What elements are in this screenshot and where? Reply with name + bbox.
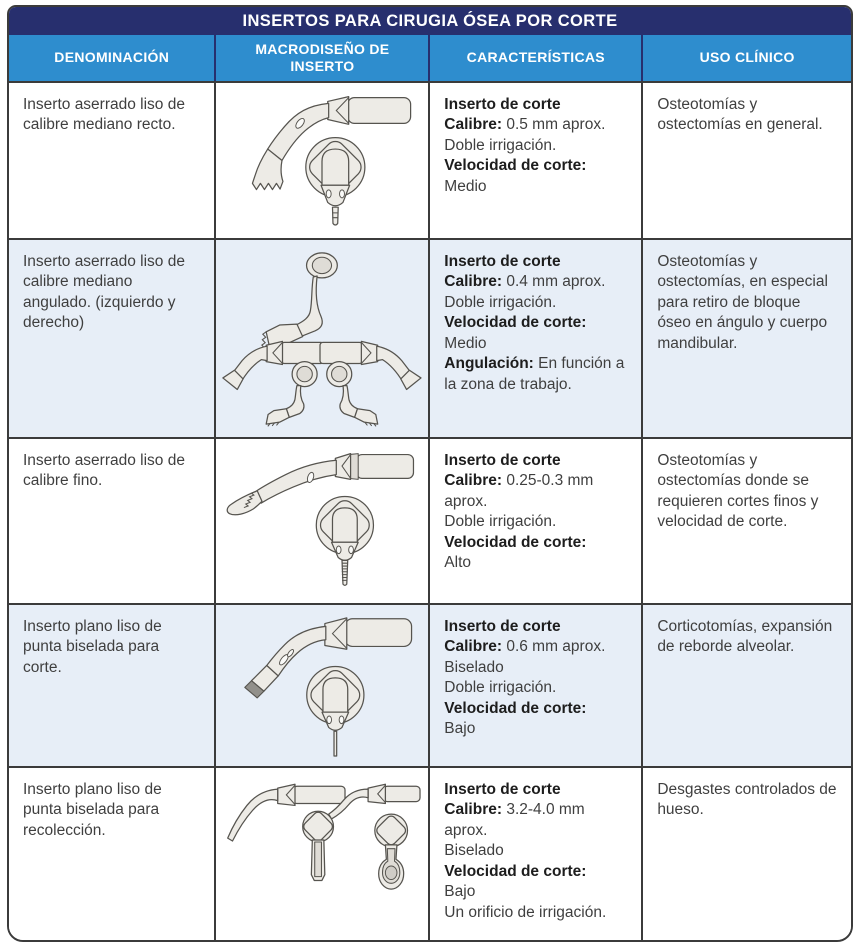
- column-header-denominacion: DENOMINACIÓN: [54, 49, 170, 66]
- caracteristica-line: Velocidad de corte:: [444, 533, 587, 551]
- caracteristica-line: Inserto de corte: [444, 618, 561, 635]
- column-header-macrodiseno: MACRODISEÑO DE INSERTO: [214, 35, 428, 81]
- angled-serrated-insert-diagram-icon: [220, 246, 424, 431]
- macrodiseno-cell: [214, 766, 428, 940]
- denominacion-cell: Inserto aserrado liso de calibre mediano angulado. (izquierdo y derecho): [9, 238, 214, 437]
- uso-clinico-cell: Osteotomías y ostectomías en general.: [641, 81, 851, 238]
- uso-clinico-cell: Desgastes controlados de hueso.: [641, 766, 851, 940]
- caracteristica-line: Un orificio de irrigación.: [444, 903, 607, 921]
- caracteristica-line: Alto: [444, 554, 472, 572]
- flat-beveled-cutting-insert-diagram-icon: [221, 611, 423, 760]
- column-header-caracteristicas: CARACTERÍSTICAS: [428, 35, 641, 81]
- denominacion-cell: Inserto aserrado liso de calibre fino.: [9, 437, 214, 603]
- caracteristicas-cell: [428, 603, 641, 766]
- caracteristica-line: Calibre: 0.6 mm aprox.: [444, 638, 606, 656]
- uso-clinico-cell: Osteotomías y ostectomías, en especial para retiro de bloque óseo en ángulo y cuerpo mandibular.: [641, 238, 851, 437]
- caracteristicas-cell: [428, 81, 641, 238]
- macrodiseno-cell: [214, 238, 428, 437]
- macrodiseno-cell: [214, 437, 428, 603]
- uso-clinico-cell: Osteotomías y ostectomías donde se requieren cortes finos y velocidad de corte.: [641, 437, 851, 603]
- caracteristica-line: Calibre: 0.25-0.3 mm aprox.: [444, 472, 594, 510]
- caracteristica-line: Biselado: [444, 842, 504, 860]
- table-title: INSERTOS PARA CIRUGIA ÓSEA POR CORTE: [9, 7, 851, 35]
- caracteristica-line: Inserto de corte: [444, 253, 561, 270]
- caracteristica-line: Inserto de corte: [444, 781, 561, 798]
- caracteristicas-cell: [428, 766, 641, 940]
- table-row: [9, 603, 851, 766]
- caracteristica-line: Doble irrigación.: [444, 293, 557, 311]
- caracteristica-line: Velocidad de corte:: [444, 862, 587, 880]
- column-header-uso-clinico: USO CLÍNICO: [641, 35, 851, 81]
- straight-serrated-insert-diagram-icon: [221, 89, 423, 232]
- caracteristica-line: Doble irrigación.: [444, 136, 557, 154]
- caracteristica-line: Calibre: 3.2-4.0 mm aprox.: [444, 801, 585, 839]
- caracteristica-line: Calibre: 0.5 mm aprox.: [444, 116, 606, 134]
- denominacion-cell: Inserto plano liso de punta biselada para recolección.: [9, 766, 214, 940]
- caracteristica-line: Inserto de corte: [444, 452, 561, 469]
- caracteristica-line: Velocidad de corte:: [444, 157, 587, 175]
- caracteristicas-cell: [428, 238, 641, 437]
- table-row: [9, 238, 851, 437]
- caracteristica-line: Medio: [444, 334, 487, 352]
- caracteristica-line: Bajo: [444, 720, 476, 738]
- caracteristica-line: Velocidad de corte:: [444, 314, 587, 332]
- table-row: [9, 766, 851, 940]
- caracteristica-line: Doble irrigación.: [444, 679, 557, 697]
- fine-serrated-insert-diagram-icon: [221, 445, 423, 588]
- denominacion-cell: Inserto aserrado liso de calibre mediano recto.: [9, 81, 214, 238]
- table-row: [9, 81, 851, 238]
- flat-beveled-collection-insert-diagram-icon: [220, 774, 424, 934]
- caracteristica-line: Inserto de corte: [444, 96, 561, 113]
- macrodiseno-cell: [214, 81, 428, 238]
- caracteristica-line: Angulación: En función a la zona de trabajo.: [444, 355, 625, 393]
- denominacion-cell: Inserto plano liso de punta biselada para corte.: [9, 603, 214, 766]
- caracteristica-line: Doble irrigación.: [444, 513, 557, 531]
- uso-clinico-cell: Corticotomías, expansión de reborde alveolar.: [641, 603, 851, 766]
- table-header-row: [9, 35, 851, 81]
- inserts-table: [7, 5, 853, 942]
- caracteristica-line: Velocidad de corte:: [444, 699, 587, 717]
- caracteristica-line: Medio: [444, 177, 487, 195]
- table-row: [9, 437, 851, 603]
- macrodiseno-cell: [214, 603, 428, 766]
- caracteristica-line: Calibre: 0.4 mm aprox.: [444, 273, 606, 291]
- caracteristicas-cell: [428, 437, 641, 603]
- caracteristica-line: Biselado: [444, 658, 504, 676]
- caracteristica-line: Bajo: [444, 883, 476, 901]
